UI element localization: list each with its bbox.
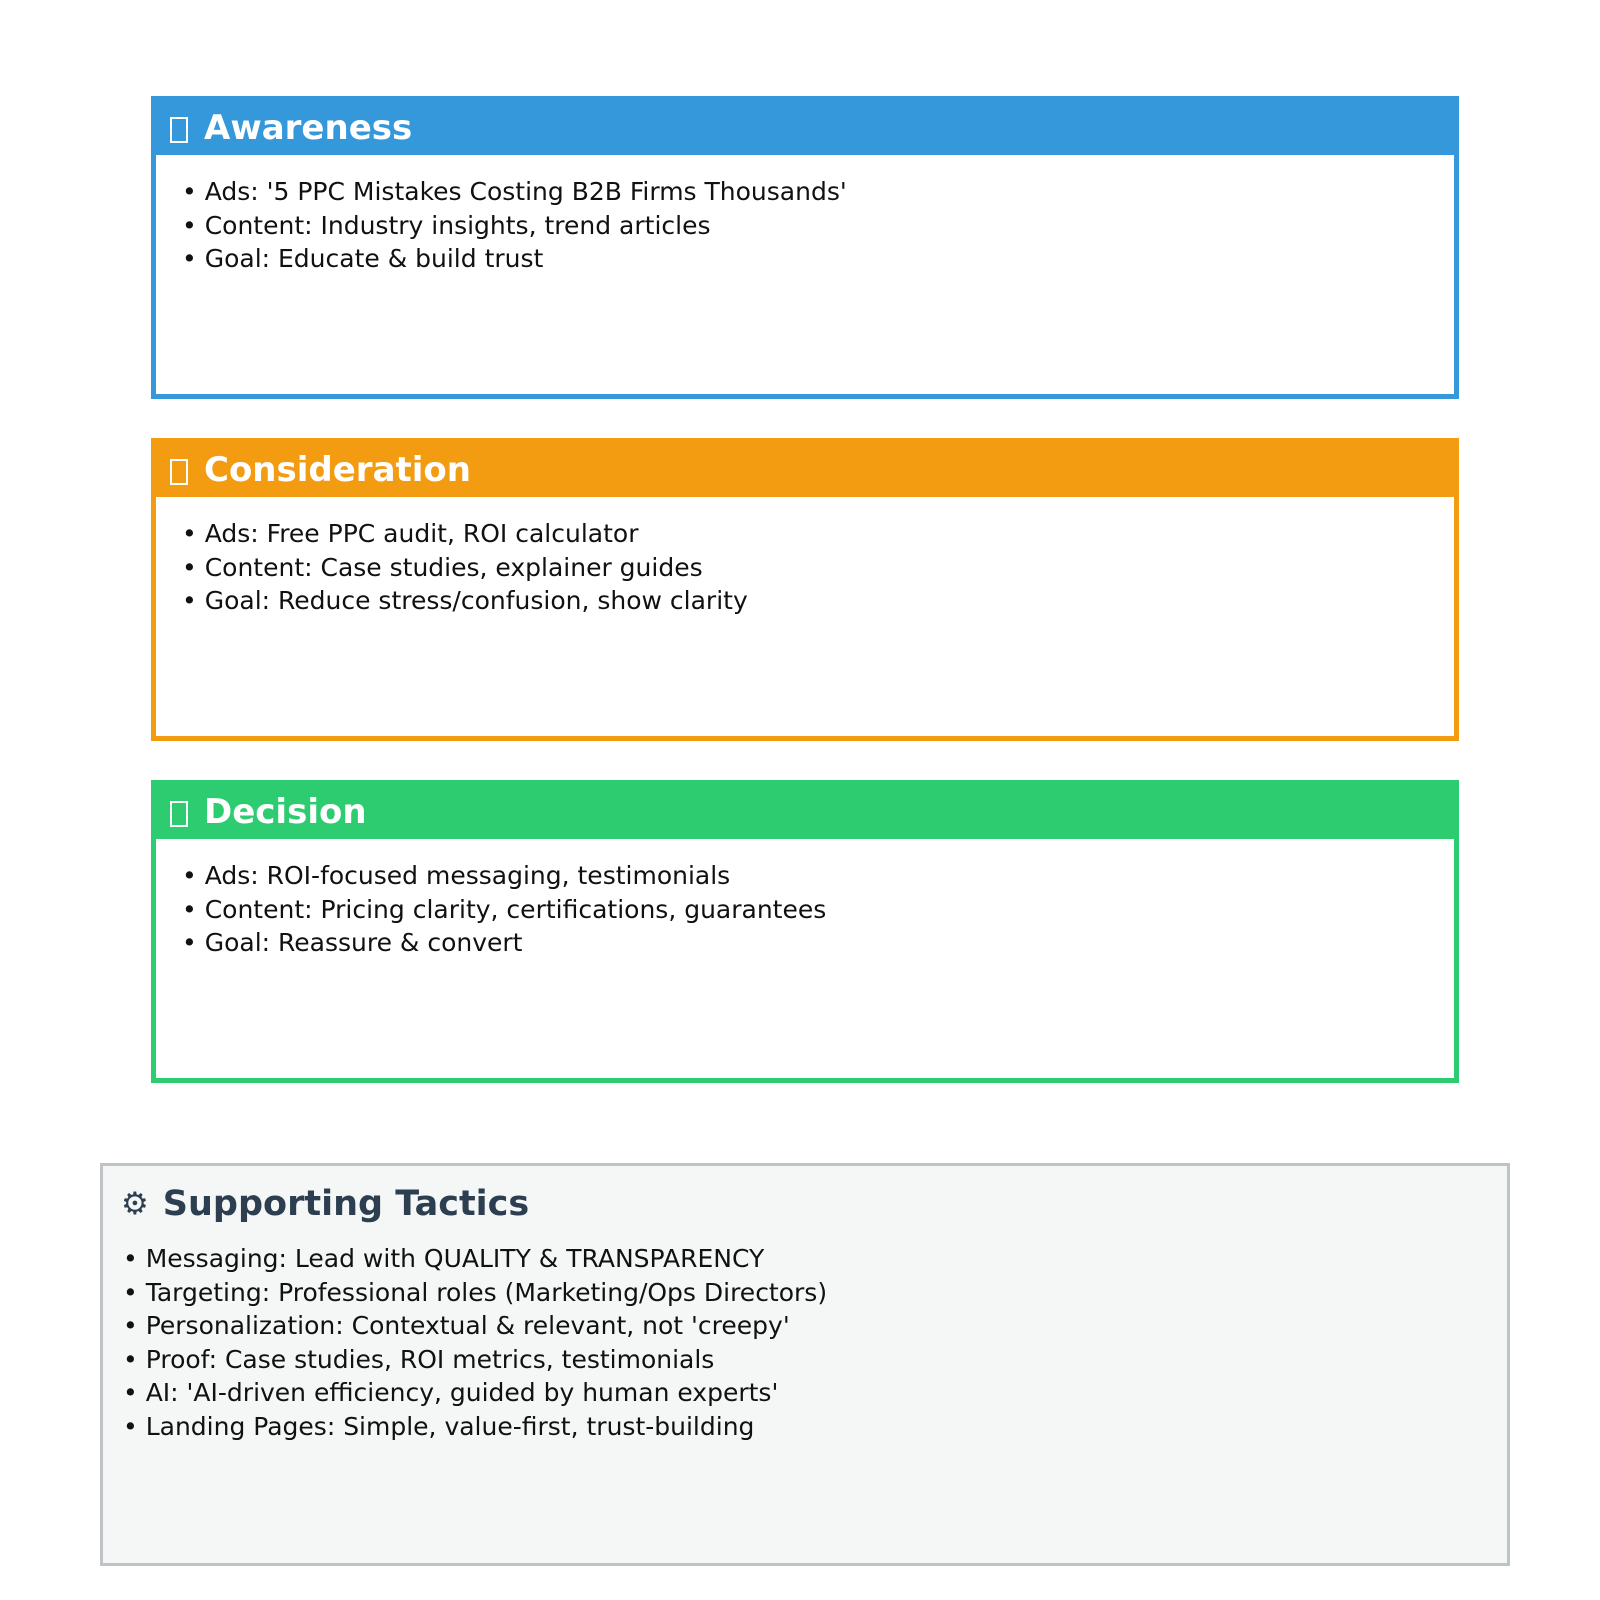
supporting-tactics-panel [100, 1163, 1510, 1566]
stage-card-consideration [151, 438, 1459, 741]
list-item: • Proof: Case studies, ROI metrics, testimonials [123, 1343, 1507, 1377]
stage-card-decision [151, 780, 1459, 1083]
stage-body [156, 155, 1454, 276]
stage-body [156, 497, 1454, 618]
missing-glyph-icon [170, 117, 188, 143]
gear-icon: ⚙ [121, 1186, 149, 1222]
tactics-heading [103, 1166, 1507, 1224]
tactics-title: Supporting Tactics [162, 1184, 530, 1224]
stage-card-awareness [151, 96, 1459, 399]
stage-title: Decision [204, 791, 367, 832]
list-item: • Personalization: Contextual & relevant, not 'creepy' [123, 1309, 1507, 1343]
stage-header [155, 100, 1455, 155]
list-item: • Goal: Reduce stress/confusion, show clarity [182, 584, 1454, 618]
list-item: • Content: Case studies, explainer guides [182, 551, 1454, 585]
stage-title: Awareness [204, 107, 413, 148]
list-item: • Ads: '5 PPC Mistakes Costing B2B Firms Thousands' [182, 175, 1454, 209]
list-item: • Content: Industry insights, trend articles [182, 209, 1454, 243]
stage-body [156, 839, 1454, 960]
missing-glyph-icon [170, 801, 188, 827]
list-item: • Goal: Educate & build trust [182, 242, 1454, 276]
list-item: • Ads: Free PPC audit, ROI calculator [182, 517, 1454, 551]
stage-title: Consideration [204, 449, 471, 490]
list-item: • Ads: ROI-focused messaging, testimonials [182, 859, 1454, 893]
list-item: • Messaging: Lead with QUALITY & TRANSPARENCY [123, 1242, 1507, 1276]
list-item: • Goal: Reassure & convert [182, 926, 1454, 960]
list-item: • Landing Pages: Simple, value-first, trust-building [123, 1410, 1507, 1444]
missing-glyph-icon [170, 459, 188, 485]
tactics-list [103, 1224, 1507, 1443]
list-item: • Content: Pricing clarity, certifications, guarantees [182, 893, 1454, 927]
stage-header [155, 784, 1455, 839]
list-item: • AI: 'AI-driven efficiency, guided by human experts' [123, 1376, 1507, 1410]
stage-header [155, 442, 1455, 497]
list-item: • Targeting: Professional roles (Marketing/Ops Directors) [123, 1276, 1507, 1310]
